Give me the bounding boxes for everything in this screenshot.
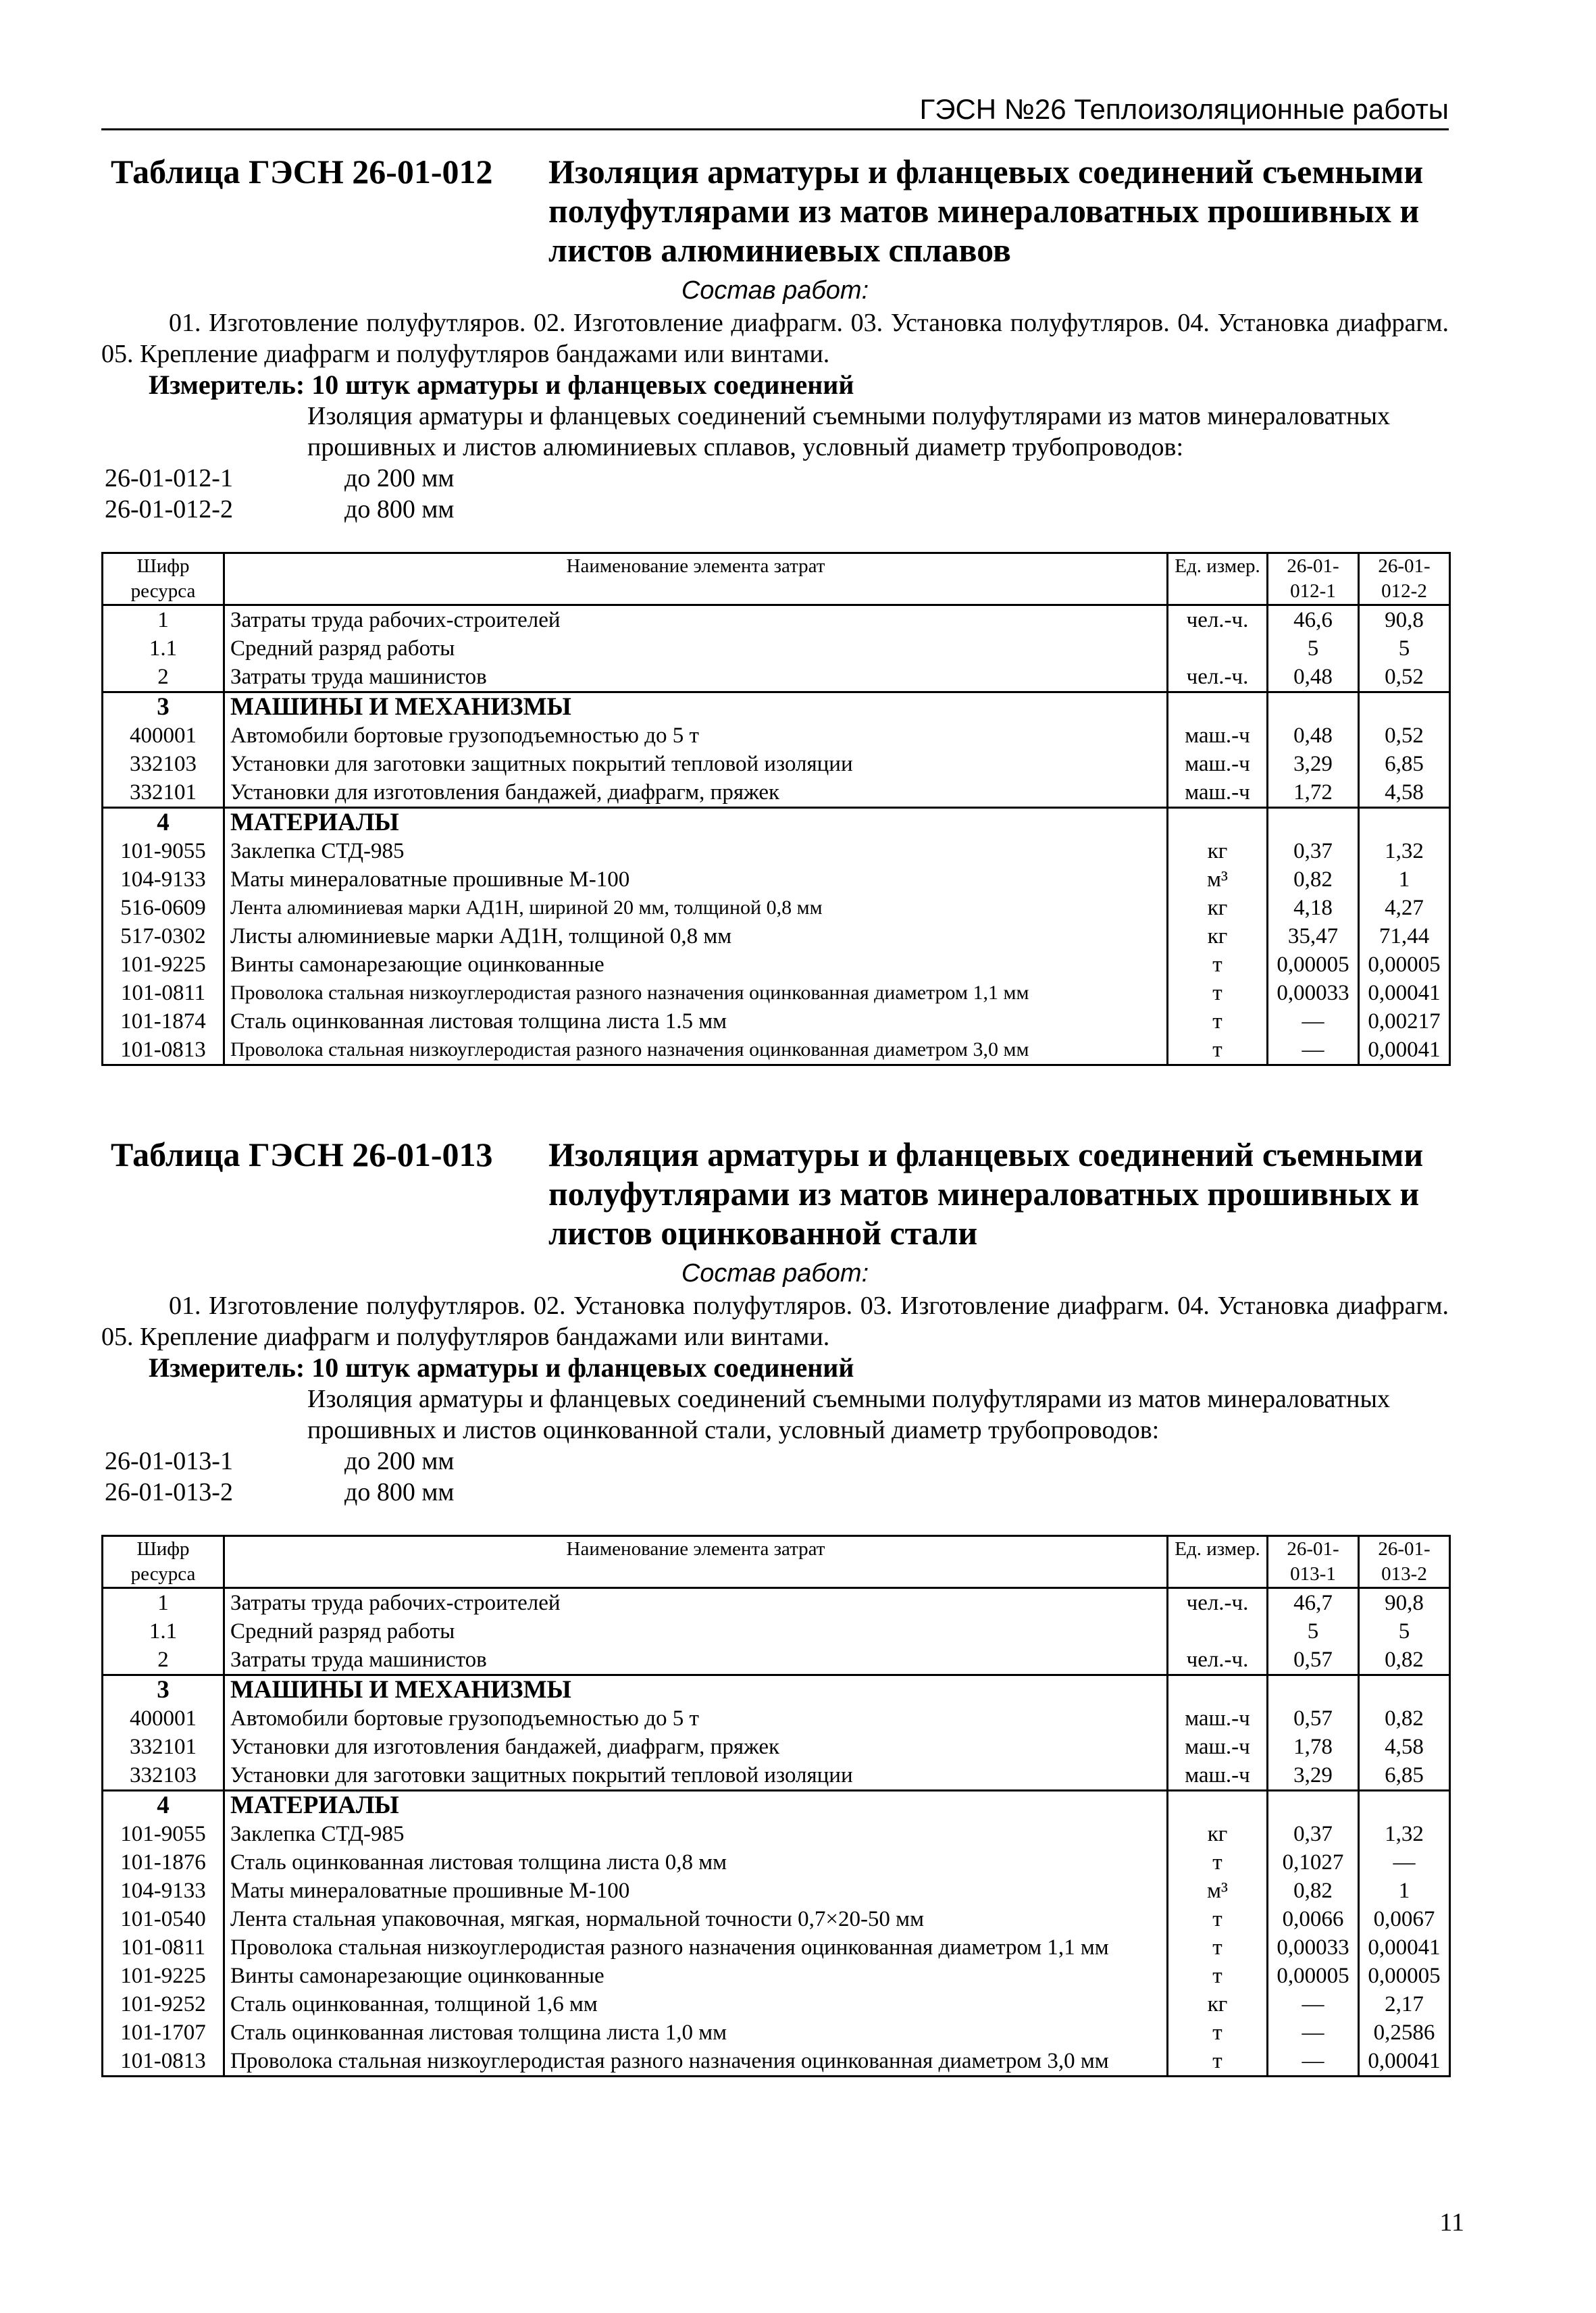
table-title: Изоляция арматуры и фланцевых соединений съемными полуфутлярами из матов минераловатных прошивных и листов алюминиевых сплавов bbox=[548, 153, 1424, 269]
cell-value-1: 5 bbox=[1268, 1617, 1359, 1646]
cell-name: Маты минераловатные прошивные М-100 bbox=[224, 865, 1168, 894]
cell-code: 101-9225 bbox=[103, 950, 224, 979]
cell-name: Средний разряд работы bbox=[224, 1617, 1168, 1646]
section-heading bbox=[101, 1135, 1449, 1256]
table-row bbox=[103, 1588, 1450, 1618]
cell-name: Винты самонарезающие оцинкованные bbox=[224, 1962, 1168, 1990]
norm-description: Изоляция арматуры и фланцевых соединений съемными полуфутлярами из матов минераловатных прошивных и листов алюминиевых сплавов, условный диаметр трубопроводов: bbox=[307, 402, 1391, 461]
cell-value-2: 90,8 bbox=[1359, 1588, 1450, 1618]
table-row bbox=[103, 1646, 1450, 1675]
meter-line: Измеритель: 10 штук арматуры и фланцевых соединений bbox=[149, 1352, 854, 1383]
table-row bbox=[103, 894, 1450, 922]
cell-unit: кг bbox=[1168, 1820, 1268, 1848]
cell-name: Проволока стальная низкоуглеродистая разного назначения оцинкованная диаметром 1,1 мм bbox=[224, 1933, 1168, 1962]
cell-value-1: 0,82 bbox=[1268, 1877, 1359, 1905]
table-row bbox=[103, 1761, 1450, 1791]
table-row bbox=[103, 1007, 1450, 1036]
cell-value-2: 0,00041 bbox=[1359, 1036, 1450, 1065]
cell-unit: маш.-ч bbox=[1168, 778, 1268, 808]
cell-unit bbox=[1168, 634, 1268, 663]
cell-value-1: 0,00005 bbox=[1268, 950, 1359, 979]
cell-value-1: 0,1027 bbox=[1268, 1848, 1359, 1877]
cell-code: 332101 bbox=[103, 1733, 224, 1761]
cell-code: 101-0540 bbox=[103, 1905, 224, 1933]
col-header-norm-2: 26-01-012-2 bbox=[1359, 553, 1450, 605]
cell-value-1: 4,18 bbox=[1268, 894, 1359, 922]
cell-value-2: 0,00005 bbox=[1359, 950, 1450, 979]
table-label: Таблица ГЭСН 26-01-012 bbox=[111, 153, 493, 190]
norm-code-desc: до 200 мм bbox=[344, 464, 455, 492]
section-heading bbox=[101, 152, 1449, 274]
cell-value-2: 1,32 bbox=[1359, 837, 1450, 865]
cell-value-2: 0,00005 bbox=[1359, 1962, 1450, 1990]
table-row bbox=[103, 865, 1450, 894]
cell-code: 1 bbox=[103, 1588, 224, 1618]
cell-value-2: 5 bbox=[1359, 634, 1450, 663]
page-number: 11 bbox=[1439, 2208, 1464, 2237]
cell-unit bbox=[1168, 1617, 1268, 1646]
cell-value-1 bbox=[1268, 1675, 1359, 1705]
cell-name: Установки для изготовления бандажей, диафрагм, пряжек bbox=[224, 778, 1168, 808]
cell-code: 104-9133 bbox=[103, 1877, 224, 1905]
cell-unit: чел.-ч. bbox=[1168, 1646, 1268, 1675]
cell-code: 101-1707 bbox=[103, 2018, 224, 2047]
cell-value-1: 1,78 bbox=[1268, 1733, 1359, 1761]
norm-code-desc: до 800 мм bbox=[344, 495, 455, 524]
works-heading: Состав работ: bbox=[681, 276, 869, 305]
cell-unit: т bbox=[1168, 1905, 1268, 1933]
table-row bbox=[103, 1704, 1450, 1733]
cell-value-2 bbox=[1359, 692, 1450, 722]
table-row bbox=[103, 1848, 1450, 1877]
cell-unit bbox=[1168, 808, 1268, 838]
works-list: 01. Изготовление полуфутляров. 02. Изготовление диафрагм. 03. Установка полуфутляров. 04. Установка диафрагм. 05. Крепление диафрагм и полуфутляров бандажами или винтами. bbox=[101, 309, 1449, 368]
cell-name: Сталь оцинкованная листовая толщина листа 1.5 мм bbox=[224, 1007, 1168, 1036]
table-header-row bbox=[103, 553, 1450, 605]
table-row bbox=[103, 837, 1450, 865]
cell-value-2: 6,85 bbox=[1359, 750, 1450, 778]
cell-code: 332103 bbox=[103, 750, 224, 778]
cell-name: Сталь оцинкованная листовая толщина листа 0,8 мм bbox=[224, 1848, 1168, 1877]
cell-code: 400001 bbox=[103, 1704, 224, 1733]
norm-code: 26-01-013-2 bbox=[105, 1478, 233, 1506]
table-row bbox=[103, 778, 1450, 808]
col-header-norm-1: 26-01-013-1 bbox=[1268, 1536, 1359, 1588]
cell-value-2: 0,52 bbox=[1359, 721, 1450, 750]
cell-unit: кг bbox=[1168, 922, 1268, 950]
cell-value-2: 1,32 bbox=[1359, 1820, 1450, 1848]
cell-value-2: 0,00041 bbox=[1359, 2047, 1450, 2077]
cell-code: 101-9225 bbox=[103, 1962, 224, 1990]
cell-group-name: МАШИНЫ И МЕХАНИЗМЫ bbox=[224, 1675, 1168, 1705]
cell-value-2: 0,52 bbox=[1359, 663, 1450, 692]
cell-name: Проволока стальная низкоуглеродистая разного назначения оцинкованная диаметром 3,0 мм bbox=[224, 1036, 1168, 1065]
works-list: 01. Изготовление полуфутляров. 02. Установка полуфутляров. 03. Изготовление диафрагм. 04. Установка диафрагм. 05. Крепление диафрагм и полуфутляров бандажами или винтами. bbox=[101, 1292, 1449, 1351]
cell-unit: м³ bbox=[1168, 865, 1268, 894]
cell-value-2: 4,58 bbox=[1359, 1733, 1450, 1761]
cell-value-1: 5 bbox=[1268, 634, 1359, 663]
works-heading: Состав работ: bbox=[681, 1259, 869, 1288]
cell-unit bbox=[1168, 1791, 1268, 1821]
table-row bbox=[103, 922, 1450, 950]
table-header-row bbox=[103, 1536, 1450, 1588]
cell-name: Заклепка СТД-985 bbox=[224, 837, 1168, 865]
cell-value-1: — bbox=[1268, 1990, 1359, 2018]
cell-value-2: 90,8 bbox=[1359, 605, 1450, 635]
col-header-name: Наименование элемента затрат bbox=[224, 553, 1168, 605]
cell-value-1: 46,6 bbox=[1268, 605, 1359, 635]
norm-code-desc: до 200 мм bbox=[344, 1447, 455, 1475]
col-header-unit: Ед. измер. bbox=[1168, 1536, 1268, 1588]
cell-group-name: МАШИНЫ И МЕХАНИЗМЫ bbox=[224, 692, 1168, 722]
cell-name: Листы алюминиевые марки АД1Н, толщиной 0,8 мм bbox=[224, 922, 1168, 950]
cell-value-1: 0,82 bbox=[1268, 865, 1359, 894]
cell-unit: кг bbox=[1168, 1990, 1268, 2018]
cost-table bbox=[101, 1535, 1451, 2077]
table-row bbox=[103, 750, 1450, 778]
cell-value-2 bbox=[1359, 1675, 1450, 1705]
cell-value-2: 0,2586 bbox=[1359, 2018, 1450, 2047]
cell-value-1: 0,00005 bbox=[1268, 1962, 1359, 1990]
cell-code: 517-0302 bbox=[103, 922, 224, 950]
cell-value-2: 4,27 bbox=[1359, 894, 1450, 922]
running-head bbox=[101, 89, 1449, 130]
cell-value-2: 0,00041 bbox=[1359, 979, 1450, 1007]
col-header-unit: Ед. измер. bbox=[1168, 553, 1268, 605]
cell-unit: кг bbox=[1168, 894, 1268, 922]
cell-name: Винты самонарезающие оцинкованные bbox=[224, 950, 1168, 979]
meter-line: Измеритель: 10 штук арматуры и фланцевых соединений bbox=[149, 370, 854, 400]
norm-code-line bbox=[101, 1477, 1449, 1508]
cell-unit: чел.-ч. bbox=[1168, 663, 1268, 692]
col-header-name: Наименование элемента затрат bbox=[224, 1536, 1168, 1588]
cell-name: Проволока стальная низкоуглеродистая разного назначения оцинкованная диаметром 3,0 мм bbox=[224, 2047, 1168, 2077]
cell-code: 101-9055 bbox=[103, 1820, 224, 1848]
cell-value-2: 4,58 bbox=[1359, 778, 1450, 808]
cell-value-1: 0,0066 bbox=[1268, 1905, 1359, 1933]
cell-value-2: 0,82 bbox=[1359, 1646, 1450, 1675]
cell-name: Автомобили бортовые грузоподъемностью до 5 т bbox=[224, 721, 1168, 750]
table-group-row bbox=[103, 808, 1450, 838]
norm-description: Изоляция арматуры и фланцевых соединений съемными полуфутлярами из матов минераловатных прошивных и листов оцинкованной стали, условный диаметр трубопроводов: bbox=[307, 1385, 1391, 1444]
cell-value-1: 0,48 bbox=[1268, 663, 1359, 692]
cell-value-1: 0,57 bbox=[1268, 1646, 1359, 1675]
table-row bbox=[103, 721, 1450, 750]
table-group-row bbox=[103, 1675, 1450, 1705]
cell-code: 516-0609 bbox=[103, 894, 224, 922]
cell-name: Сталь оцинкованная листовая толщина листа 1,0 мм bbox=[224, 2018, 1168, 2047]
cell-unit: чел.-ч. bbox=[1168, 605, 1268, 635]
cell-value-1 bbox=[1268, 692, 1359, 722]
cell-code: 3 bbox=[103, 692, 224, 722]
cell-name: Затраты труда машинистов bbox=[224, 1646, 1168, 1675]
table-row bbox=[103, 2018, 1450, 2047]
cell-value-1: — bbox=[1268, 2047, 1359, 2077]
table-row bbox=[103, 1036, 1450, 1065]
table-row bbox=[103, 1820, 1450, 1848]
table-row bbox=[103, 1933, 1450, 1962]
cell-value-1: 35,47 bbox=[1268, 922, 1359, 950]
cell-name: Заклепка СТД-985 bbox=[224, 1820, 1168, 1848]
running-head-text: ГЭСН №26 Теплоизоляционные работы bbox=[919, 93, 1449, 125]
cell-unit bbox=[1168, 692, 1268, 722]
cell-unit: т bbox=[1168, 979, 1268, 1007]
cell-code: 1 bbox=[103, 605, 224, 635]
cell-unit: т bbox=[1168, 2047, 1268, 2077]
cell-code: 101-0813 bbox=[103, 1036, 224, 1065]
cell-value-1: 0,57 bbox=[1268, 1704, 1359, 1733]
cell-code: 2 bbox=[103, 1646, 224, 1675]
table-row bbox=[103, 1962, 1450, 1990]
cell-value-1: — bbox=[1268, 1036, 1359, 1065]
cell-code: 4 bbox=[103, 1791, 224, 1821]
cell-value-2: 0,00217 bbox=[1359, 1007, 1450, 1036]
cell-unit: кг bbox=[1168, 837, 1268, 865]
cell-group-name: МАТЕРИАЛЫ bbox=[224, 1791, 1168, 1821]
cell-name: Лента стальная упаковочная, мягкая, нормальной точности 0,7×20-50 мм bbox=[224, 1905, 1168, 1933]
cell-name: Средний разряд работы bbox=[224, 634, 1168, 663]
cell-value-2: 0,00041 bbox=[1359, 1933, 1450, 1962]
norm-code-line bbox=[101, 1446, 1449, 1477]
cell-name: Затраты труда рабочих-строителей bbox=[224, 1588, 1168, 1618]
cell-name: Проволока стальная низкоуглеродистая разного назначения оцинкованная диаметром 1,1 мм bbox=[224, 979, 1168, 1007]
cell-value-2 bbox=[1359, 1791, 1450, 1821]
cell-value-2: 71,44 bbox=[1359, 922, 1450, 950]
cell-code: 400001 bbox=[103, 721, 224, 750]
section-26-01-013 bbox=[101, 1135, 1449, 2077]
cell-value-2: 0,0067 bbox=[1359, 1905, 1450, 1933]
cell-code: 104-9133 bbox=[103, 865, 224, 894]
cell-unit: т bbox=[1168, 1962, 1268, 1990]
cell-name: Маты минераловатные прошивные М-100 bbox=[224, 1877, 1168, 1905]
cell-unit bbox=[1168, 1675, 1268, 1705]
cell-unit: маш.-ч bbox=[1168, 1761, 1268, 1791]
cell-value-2: 5 bbox=[1359, 1617, 1450, 1646]
cell-unit: т bbox=[1168, 1848, 1268, 1877]
cell-value-1: 0,37 bbox=[1268, 837, 1359, 865]
cell-unit: маш.-ч bbox=[1168, 750, 1268, 778]
table-row bbox=[103, 1990, 1450, 2018]
norm-code-line bbox=[101, 494, 1449, 525]
cell-value-2: 2,17 bbox=[1359, 1990, 1450, 2018]
table-row bbox=[103, 634, 1450, 663]
table-row bbox=[103, 1877, 1450, 1905]
cell-unit: т bbox=[1168, 1007, 1268, 1036]
table-group-row bbox=[103, 692, 1450, 722]
cell-unit: м³ bbox=[1168, 1877, 1268, 1905]
cell-name: Установки для заготовки защитных покрытий тепловой изоляции bbox=[224, 750, 1168, 778]
cell-code: 2 bbox=[103, 663, 224, 692]
cell-code: 1.1 bbox=[103, 634, 224, 663]
cell-unit: т bbox=[1168, 1933, 1268, 1962]
cell-value-1: 3,29 bbox=[1268, 1761, 1359, 1791]
cell-name: Лента алюминиевая марки АД1Н, шириной 20 мм, толщиной 0,8 мм bbox=[224, 894, 1168, 922]
cell-code: 101-0811 bbox=[103, 1933, 224, 1962]
cell-value-1: 3,29 bbox=[1268, 750, 1359, 778]
cell-value-1 bbox=[1268, 1791, 1359, 1821]
cell-code: 1.1 bbox=[103, 1617, 224, 1646]
cell-code: 101-0813 bbox=[103, 2047, 224, 2077]
cell-unit: т bbox=[1168, 2018, 1268, 2047]
norm-code: 26-01-012-1 bbox=[105, 464, 233, 492]
cell-value-1: 0,00033 bbox=[1268, 1933, 1359, 1962]
cell-value-1: 46,7 bbox=[1268, 1588, 1359, 1618]
col-header-code: Шифр ресурса bbox=[103, 553, 224, 605]
cell-code: 101-0811 bbox=[103, 979, 224, 1007]
norm-code: 26-01-013-1 bbox=[105, 1447, 233, 1475]
table-row bbox=[103, 979, 1450, 1007]
cell-code: 4 bbox=[103, 808, 224, 838]
norm-code-line bbox=[101, 463, 1449, 494]
cell-code: 101-1876 bbox=[103, 1848, 224, 1877]
cell-value-1: 0,48 bbox=[1268, 721, 1359, 750]
table-row bbox=[103, 663, 1450, 692]
cell-name: Автомобили бортовые грузоподъемностью до 5 т bbox=[224, 1704, 1168, 1733]
cell-name: Установки для заготовки защитных покрытий тепловой изоляции bbox=[224, 1761, 1168, 1791]
cell-value-1: 0,37 bbox=[1268, 1820, 1359, 1848]
cell-name: Затраты труда машинистов bbox=[224, 663, 1168, 692]
table-row bbox=[103, 1617, 1450, 1646]
cell-unit: маш.-ч bbox=[1168, 1733, 1268, 1761]
table-title: Изоляция арматуры и фланцевых соединений съемными полуфутлярами из матов минераловатных прошивных и листов оцинкованной стали bbox=[548, 1136, 1424, 1252]
cell-unit: т bbox=[1168, 1036, 1268, 1065]
norm-code: 26-01-012-2 bbox=[105, 495, 233, 524]
table-group-row bbox=[103, 1791, 1450, 1821]
cell-value-1: — bbox=[1268, 2018, 1359, 2047]
table-row bbox=[103, 950, 1450, 979]
cell-unit: т bbox=[1168, 950, 1268, 979]
cell-unit: чел.-ч. bbox=[1168, 1588, 1268, 1618]
cell-value-1: 0,00033 bbox=[1268, 979, 1359, 1007]
cell-name: Затраты труда рабочих-строителей bbox=[224, 605, 1168, 635]
cell-value-2: 1 bbox=[1359, 865, 1450, 894]
cell-name: Сталь оцинкованная, толщиной 1,6 мм bbox=[224, 1990, 1168, 2018]
cell-group-name: МАТЕРИАЛЫ bbox=[224, 808, 1168, 838]
cell-code: 101-9055 bbox=[103, 837, 224, 865]
cell-code: 332103 bbox=[103, 1761, 224, 1791]
cell-value-2: — bbox=[1359, 1848, 1450, 1877]
cell-unit: маш.-ч bbox=[1168, 721, 1268, 750]
cell-code: 332101 bbox=[103, 778, 224, 808]
cell-value-2: 6,85 bbox=[1359, 1761, 1450, 1791]
cell-value-2: 0,82 bbox=[1359, 1704, 1450, 1733]
cell-value-1: — bbox=[1268, 1007, 1359, 1036]
cell-value-1 bbox=[1268, 808, 1359, 838]
col-header-code: Шифр ресурса bbox=[103, 1536, 224, 1588]
table-row bbox=[103, 2047, 1450, 2077]
table-row bbox=[103, 1733, 1450, 1761]
cost-table bbox=[101, 552, 1451, 1066]
section-26-01-012 bbox=[101, 152, 1449, 1066]
cell-name: Установки для изготовления бандажей, диафрагм, пряжек bbox=[224, 1733, 1168, 1761]
norm-code-desc: до 800 мм bbox=[344, 1478, 455, 1506]
cell-value-2 bbox=[1359, 808, 1450, 838]
cell-code: 101-9252 bbox=[103, 1990, 224, 2018]
table-row bbox=[103, 1905, 1450, 1933]
col-header-norm-2: 26-01-013-2 bbox=[1359, 1536, 1450, 1588]
cell-code: 101-1874 bbox=[103, 1007, 224, 1036]
cell-value-1: 1,72 bbox=[1268, 778, 1359, 808]
table-label: Таблица ГЭСН 26-01-013 bbox=[111, 1136, 493, 1173]
cell-value-2: 1 bbox=[1359, 1877, 1450, 1905]
col-header-norm-1: 26-01-012-1 bbox=[1268, 553, 1359, 605]
cell-code: 3 bbox=[103, 1675, 224, 1705]
table-row bbox=[103, 605, 1450, 635]
cell-unit: маш.-ч bbox=[1168, 1704, 1268, 1733]
